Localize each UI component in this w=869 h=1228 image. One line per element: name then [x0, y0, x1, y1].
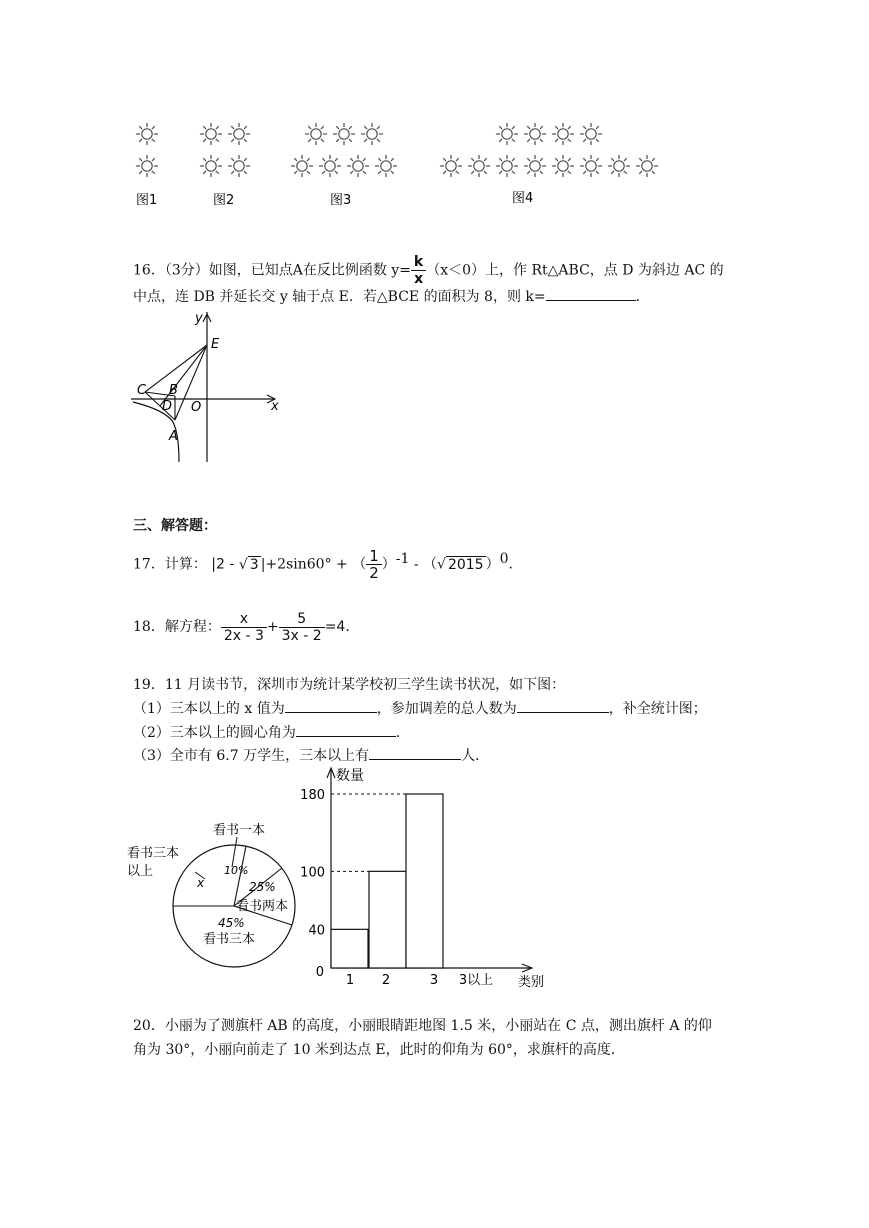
q19-p1-a: （1）三本以上的 x 值为: [133, 701, 285, 717]
q17-line: [133, 544, 523, 583]
frac-numerator: k: [411, 254, 426, 271]
sun-pattern-figure: [0, 0, 869, 215]
frac-numerator: 5: [279, 611, 325, 628]
y-tick-label: 100: [300, 865, 325, 881]
q19-p3-a: （3）全市有 6.7 万学生，三本以上有: [133, 748, 370, 764]
frac-denominator: 3x - 2: [281, 627, 322, 644]
frac-denominator: 2x - 3: [223, 627, 264, 644]
q16-mid: （x＜0）上，作 Rt△ABC，点 D 为斜边 AC 的: [426, 262, 724, 279]
q16-fraction: [411, 254, 426, 287]
frac-numerator: 1: [366, 548, 382, 565]
pie-label-three: 看书三本: [203, 932, 256, 947]
q19-p2-b: ．: [395, 725, 410, 741]
sun-icon: [334, 124, 355, 145]
frac-denominator: x: [414, 271, 424, 287]
answer-blank[interactable]: [285, 698, 377, 713]
chart-ylabel: 数量: [336, 768, 364, 784]
q17-paren: （: [423, 556, 438, 573]
q16-end: ．: [635, 289, 650, 305]
frac-denominator: 2: [369, 564, 379, 583]
sun-icon: [525, 124, 546, 145]
sun-icon: [525, 156, 546, 177]
point-label-c: C: [137, 383, 147, 398]
figure-label: 图1: [136, 193, 158, 208]
figure-label: 图3: [330, 193, 352, 208]
q20-line2: 角为 30°，小丽向前走了 10 米到达点 E，此时的仰角为 60°，求旗杆的高度．: [133, 1042, 625, 1058]
q17-prefix: 17．计算：: [133, 556, 207, 573]
q16-line1: [133, 254, 724, 287]
q16-line2: [133, 286, 650, 307]
answer-blank[interactable]: [517, 698, 609, 713]
x-tick-label: 3: [429, 973, 439, 988]
q19-part1: [133, 698, 707, 719]
q19-part2: [133, 722, 410, 743]
q17-abs-close: |+2sin60° +: [260, 556, 348, 573]
bar: [406, 794, 443, 968]
q17-paren: ）: [485, 556, 500, 573]
q18-plus: +: [266, 619, 279, 635]
sun-icon: [292, 156, 313, 177]
section-title: 三、解答题：: [133, 518, 217, 534]
q17-paren: ）: [381, 556, 396, 573]
exponent: 0: [499, 551, 509, 567]
exponent: -1: [395, 551, 410, 567]
sun-icon: [581, 124, 602, 145]
sun-icon: [553, 156, 574, 177]
answer-blank[interactable]: [546, 286, 636, 301]
figure-label: 图4: [512, 191, 534, 206]
axis-label-y: y: [195, 311, 203, 326]
q17-abs-open: |2 -: [211, 556, 235, 573]
chart-xlabel: 类别: [518, 975, 545, 990]
sun-icon: [320, 156, 341, 177]
bar-chart: [300, 760, 560, 995]
q19-p1-b: ，参加调差的总人数为: [376, 701, 517, 717]
pie-label-over-3-line2: 以上: [127, 864, 154, 879]
sqrt-symbol: √ 3: [238, 556, 259, 573]
y-tick-label: 180: [300, 788, 325, 803]
bars-group: [300, 788, 493, 988]
sun-icon: [306, 124, 327, 145]
sun-icon: [497, 124, 518, 145]
sun-icon: [348, 156, 369, 177]
point-label-a: A: [169, 429, 178, 444]
q16-line2-text: 中点，连 DB 并延长交 y 轴于点 E．若△BCE 的面积为 8，则 k=: [133, 289, 546, 305]
point-label-e: E: [211, 337, 220, 352]
chart-origin-label: 0: [315, 965, 324, 980]
q18-rhs: =4: [324, 619, 346, 635]
sun-icon: [229, 124, 250, 145]
sun-icon: [201, 156, 222, 177]
pie-label-one: 看书一本: [213, 823, 266, 838]
x-tick-label: 2: [381, 973, 391, 988]
q18-line: [133, 607, 359, 647]
pie-pct-three: 45%: [218, 916, 245, 930]
pie-label-over-3: 看书三本: [127, 846, 180, 861]
axis-label-x: x: [271, 399, 279, 414]
q19-p2-a: （2）三本以上的圆心角为: [133, 725, 296, 741]
q17-minus: -: [413, 556, 419, 573]
sqrt-radicand: 3: [249, 556, 259, 573]
figure-label: 图2: [213, 193, 235, 208]
bar: [331, 929, 368, 968]
pie-label-two: 看书两本: [236, 899, 289, 914]
sun-icon: [637, 156, 658, 177]
y-tick-label: 40: [308, 923, 325, 939]
q20-line1: 20．小丽为了测旗杆 AB 的高度，小丽眼睛距地图 1.5 米，小丽站在 C 点，测出旗杆 A 的仰: [133, 1018, 712, 1034]
q19-p3-b: 人．: [461, 748, 490, 764]
sun-icon: [441, 156, 462, 177]
q18-fraction: [279, 611, 325, 644]
sqrt-symbol: √ 2015: [437, 556, 484, 573]
sun-icon: [229, 156, 250, 177]
sun-icon: [553, 124, 574, 145]
q18-fraction: [221, 611, 267, 644]
q17-fraction: [366, 548, 382, 581]
pie-chart: [125, 815, 310, 985]
sun-icon: [137, 156, 158, 177]
point-label-o: O: [191, 400, 202, 415]
q17-end: ．: [508, 556, 523, 573]
sun-icon: [362, 124, 383, 145]
sqrt-radicand: 2015: [447, 556, 484, 573]
frac-numerator: x: [221, 611, 267, 628]
x-tick-label: 3以上: [458, 973, 494, 988]
pie-pct-one: 10%: [224, 864, 249, 877]
sun-icon: [201, 124, 222, 145]
sun-icon: [497, 156, 518, 177]
answer-blank[interactable]: [369, 745, 461, 760]
q16-prefix: 16．（3分）如图，已知点A在反比例函数 y=: [133, 262, 411, 279]
pie-pct-two: 25%: [249, 880, 276, 894]
q18-prefix: 18．解方程：: [133, 619, 221, 635]
q17-paren: （: [352, 556, 367, 573]
x-tick-label: 1: [345, 973, 355, 988]
point-label-d: D: [162, 399, 173, 414]
sun-icon: [376, 156, 397, 177]
point-label-b: B: [169, 383, 178, 398]
answer-blank[interactable]: [296, 722, 396, 737]
q19-p1-c: ，补全统计图；: [608, 701, 707, 717]
pie-x-label: x: [197, 876, 205, 890]
bar: [369, 871, 406, 968]
sun-icon: [137, 124, 158, 145]
q18-end: ．: [345, 619, 360, 635]
q19-stem: 19．11 月读书节，深圳市为统计某学校初三学生读书状况，如下图：: [133, 677, 566, 693]
sun-icon: [609, 156, 630, 177]
sun-icon: [581, 156, 602, 177]
q16-figure: [125, 310, 295, 470]
sun-icon: [469, 156, 490, 177]
